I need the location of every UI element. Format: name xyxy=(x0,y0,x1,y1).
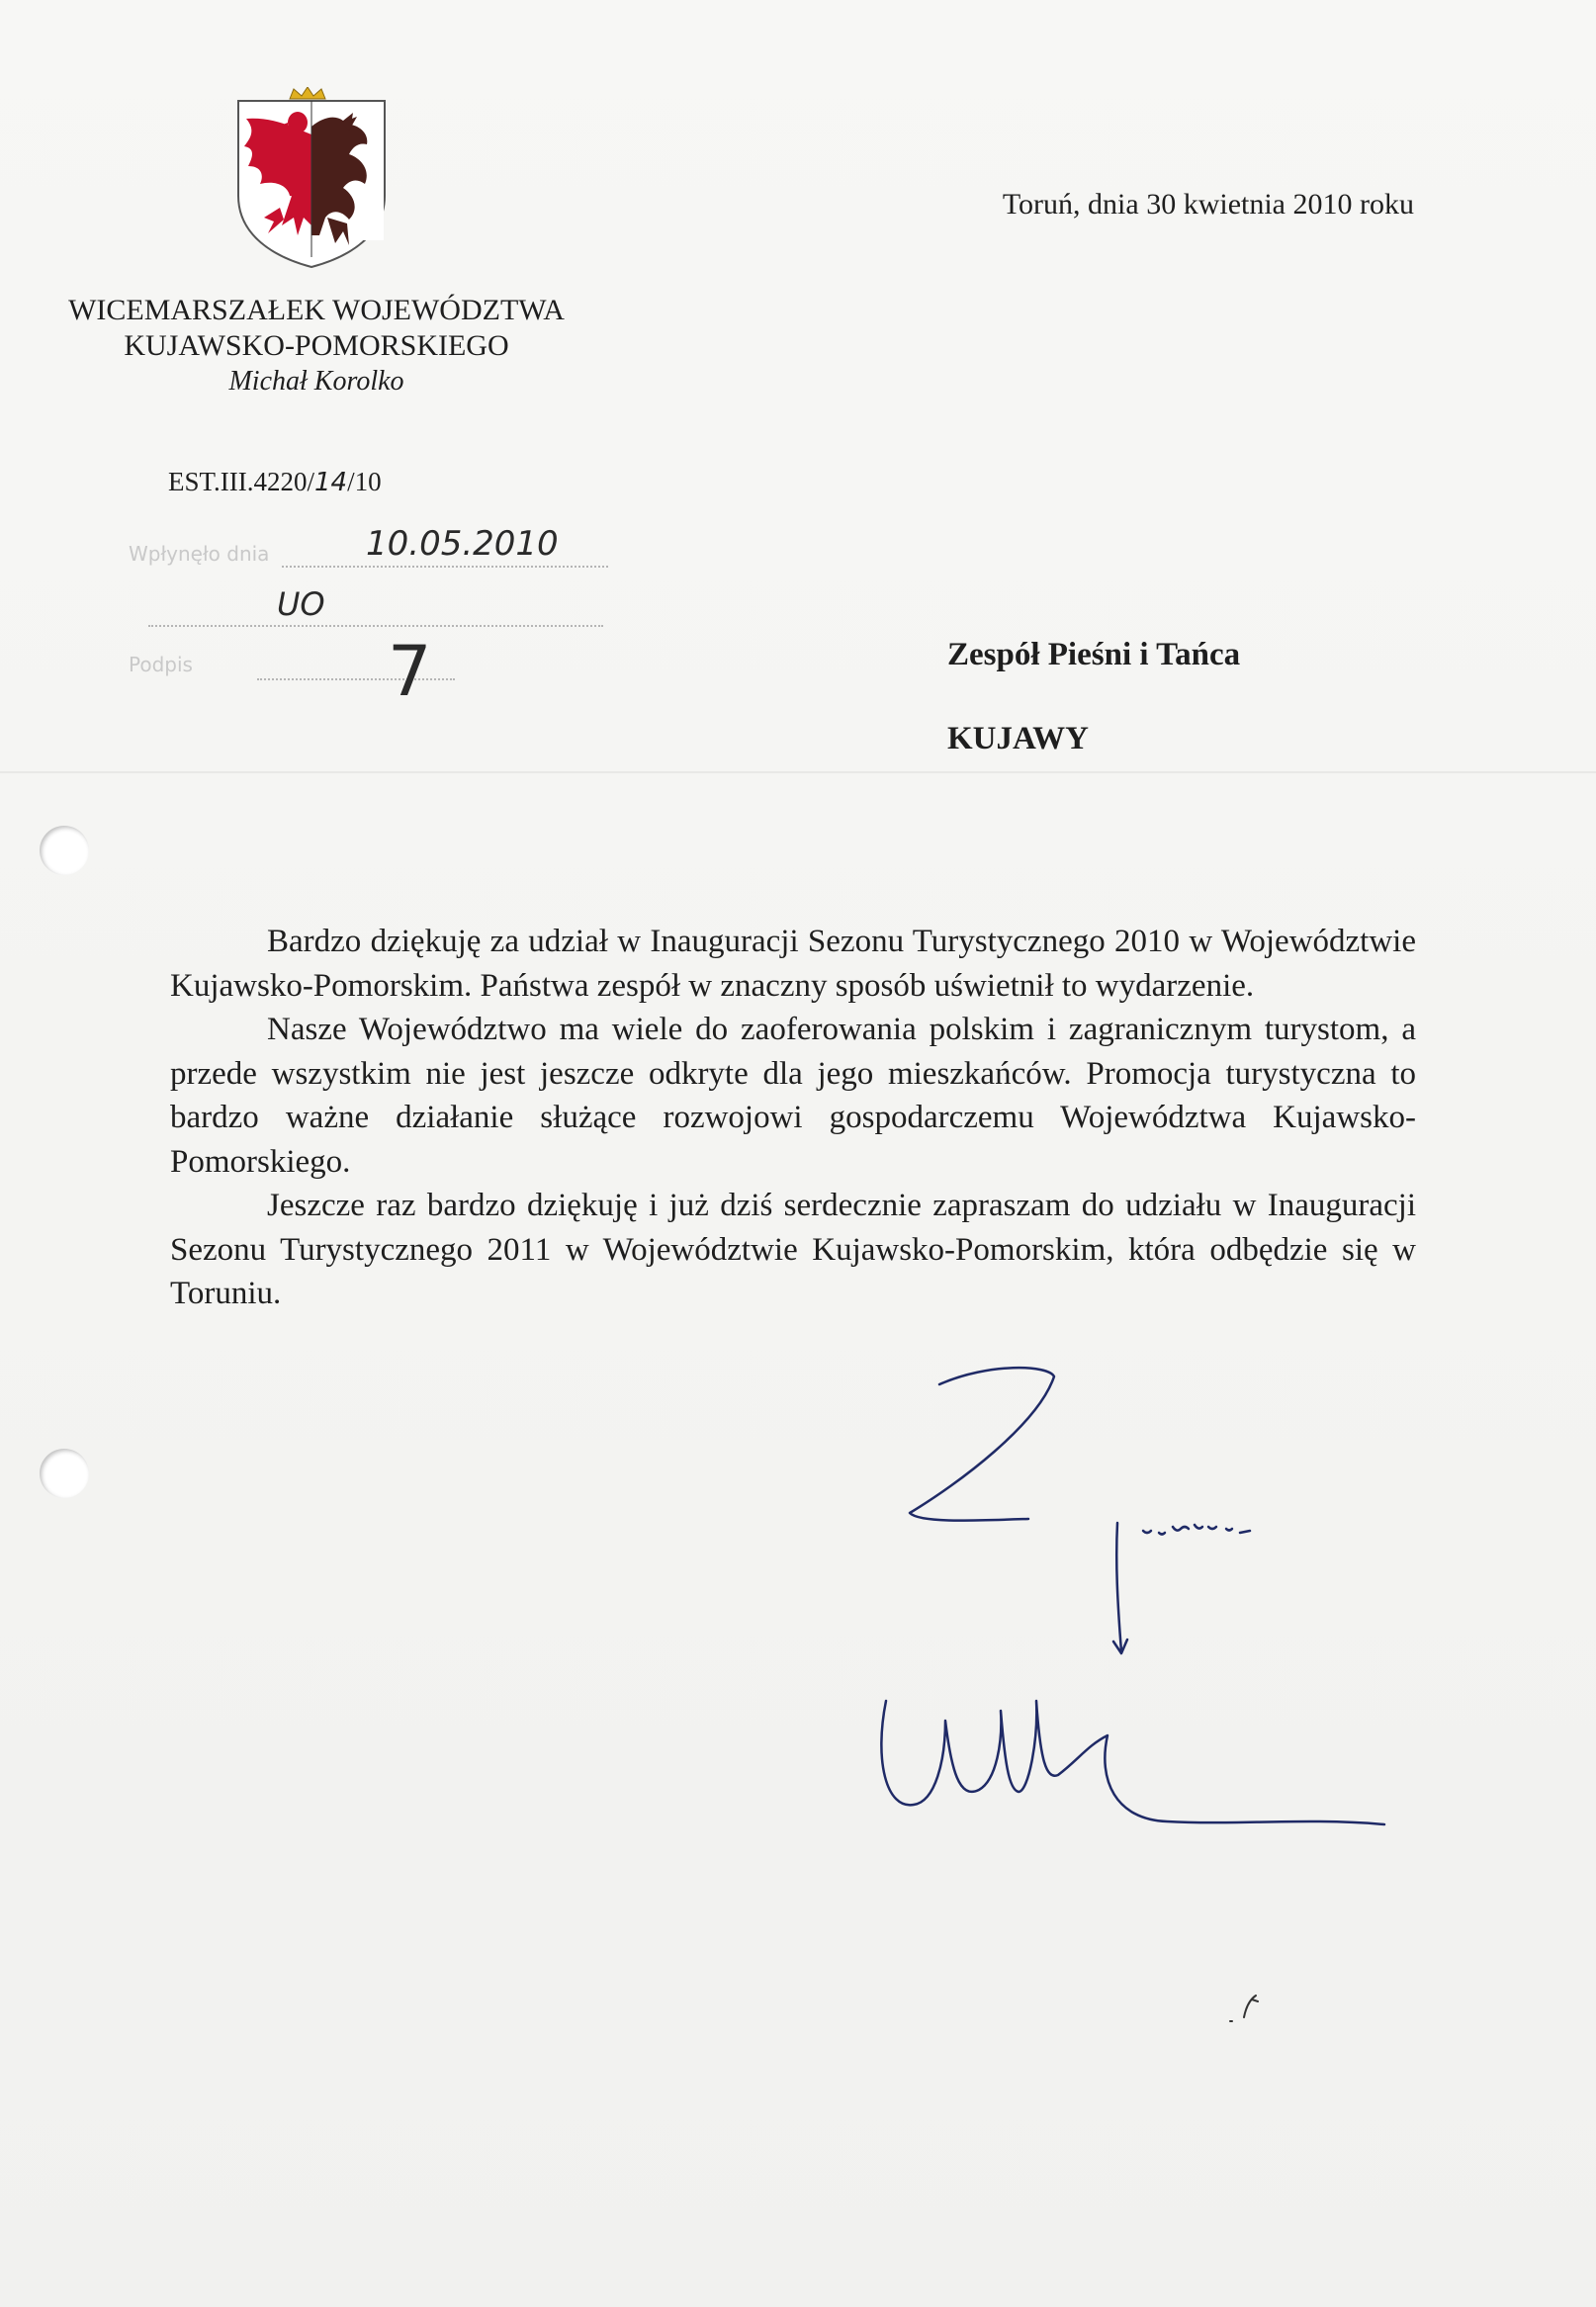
punch-hole xyxy=(40,1449,89,1498)
sender-name: Michał Korolko xyxy=(228,366,404,397)
paper-fold xyxy=(0,771,1596,773)
letter-date: Toruń, dnia 30 kwietnia 2010 roku xyxy=(1002,188,1414,221)
stamp-date-line xyxy=(282,566,608,568)
pen-mark xyxy=(1214,1988,1274,2027)
reference-handwritten-number: 14 xyxy=(313,468,348,497)
stamp-received-date: 10.05.2010 xyxy=(366,524,559,564)
stamp-reg-number: UO xyxy=(277,585,325,623)
body-paragraph: Bardzo dziękuję za udział w Inauguracji Sezonu Turystycznego 2010 w Województwie Kujawsko-Pomorskim. Państwa zespół w znaczny sposób uświetnił to wydarzenie. xyxy=(170,924,1416,1004)
recipient-line1: Zespół Pieśni i Tańca xyxy=(947,637,1241,672)
stamp-received-label: Wpłynęło dnia xyxy=(129,542,270,566)
stamp-number-line xyxy=(148,625,603,627)
coat-of-arms-icon xyxy=(232,87,391,270)
stamp-signature-label: Podpis xyxy=(129,653,193,676)
recipient-line2: KUJAWY xyxy=(947,721,1090,756)
reference-number xyxy=(168,467,382,497)
stamp-signature-mark: 7 xyxy=(388,631,432,712)
sender-title-line1: WICEMARSZAŁEK WOJEWÓDZTWA xyxy=(68,294,565,326)
recipient-block xyxy=(947,613,1240,781)
handwritten-signature xyxy=(880,1365,1434,1879)
letter-body xyxy=(170,920,1416,1316)
received-stamp xyxy=(129,524,623,732)
punch-hole xyxy=(40,826,89,875)
sender-title-line2: KUJAWSKO-POMORSKIEGO xyxy=(124,329,509,362)
sender-block xyxy=(20,293,613,399)
body-paragraph: Jeszcze raz bardzo dziękuję i już dziś serdecznie zapraszam do udziału w Inauguracji Sezonu Turystycznego 2011 w Województwie Kujawsko-Pomorskim, która odbędzie się w Toruniu. xyxy=(170,1188,1416,1311)
reference-prefix: EST.III.4220/ xyxy=(168,467,314,496)
reference-suffix: /10 xyxy=(347,467,382,496)
body-paragraph: Nasze Województwo ma wiele do zaoferowania polskim i zagranicznym turystom, a przede wszystkim nie jest jeszcze odkryte dla jego mieszkańców. Promocja turystyczna to bardzo ważne działanie służące rozwojowi gospodarczemu Województwa Kujawsko-Pomorskiego. xyxy=(170,1012,1416,1180)
